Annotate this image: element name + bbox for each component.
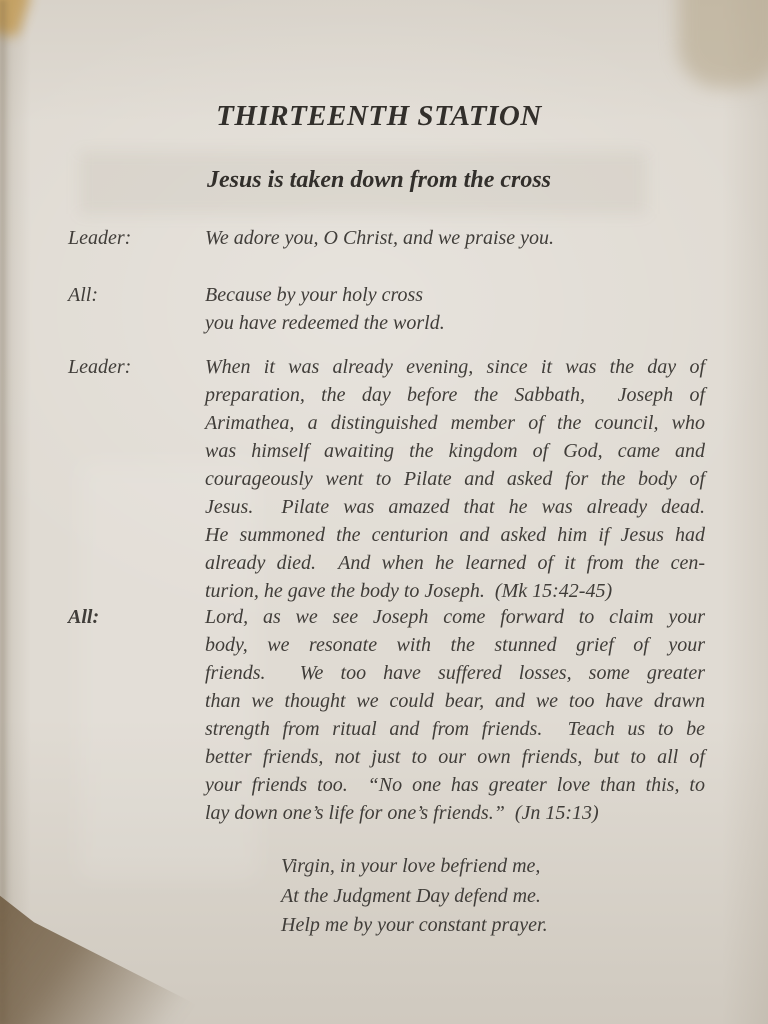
reading-line-citation: turion, he gave the body to Joseph. (Mk 15:42-45) bbox=[205, 580, 613, 602]
dialogue-text bbox=[205, 281, 705, 337]
prayer-line: better friends, not just to our own friends, but to all of bbox=[205, 746, 705, 768]
finger-sliver-top-left bbox=[0, 0, 33, 39]
background-shadow-top-right bbox=[678, 0, 768, 88]
dialogue-row-adore bbox=[68, 224, 705, 252]
prayer-line-citation: lay down one’s life for one’s friends.” (Jn 15:13) bbox=[205, 802, 599, 824]
prayer-line: friends. We too have suffered losses, some greater bbox=[205, 662, 705, 684]
dialogue-row-reading bbox=[68, 353, 705, 605]
station-title: THIRTEENTH STATION bbox=[216, 100, 542, 132]
reading-line: preparation, the day before the Sabbath, Joseph of bbox=[205, 384, 705, 406]
closing-verse bbox=[281, 852, 548, 941]
dialogue-row-response bbox=[68, 281, 705, 337]
prayer-line: Lord, as we see Joseph come forward to claim your bbox=[205, 606, 705, 628]
reading-paragraph bbox=[205, 353, 705, 605]
reading-line: already died. And when he learned of it from the cen- bbox=[205, 552, 705, 574]
prayer-line: than we thought we could bear, and we too have drawn bbox=[205, 690, 705, 712]
verse-line: Virgin, in your love befriend me, bbox=[281, 855, 541, 877]
station-subtitle: Jesus is taken down from the cross bbox=[206, 167, 552, 193]
prayer-line: strength from ritual and from friends. Teach us to be bbox=[205, 718, 705, 740]
finger-shadow-bottom-left bbox=[0, 834, 280, 1024]
reading-line: Arimathea, a distinguished member of the council, who bbox=[205, 412, 705, 434]
page-edge-shadow bbox=[0, 0, 10, 1024]
dialogue-row-prayer bbox=[68, 603, 705, 827]
reading-line: courageously went to Pilate and asked for the body of bbox=[205, 468, 705, 490]
speaker-label-leader: Leader: bbox=[68, 227, 132, 249]
prayer-paragraph bbox=[205, 603, 705, 827]
reading-line: was himself awaiting the kingdom of God, came and bbox=[205, 440, 705, 462]
reading-line: When it was already evening, since it was the day of bbox=[205, 356, 705, 378]
reading-line: He summoned the centurion and asked him if Jesus had bbox=[205, 524, 705, 546]
verse-line: Help me by your constant prayer. bbox=[281, 914, 548, 936]
dialogue-text: We adore you, O Christ, and we praise you. bbox=[205, 227, 555, 249]
speaker-label-leader: Leader: bbox=[68, 356, 132, 378]
reading-line: Jesus. Pilate was amazed that he was already dead. bbox=[205, 496, 705, 518]
speaker-label-all: All: bbox=[68, 284, 98, 306]
response-line: you have redeemed the world. bbox=[205, 312, 445, 334]
verse-line: At the Judgment Day defend me. bbox=[281, 884, 541, 907]
prayer-line: body, we resonate with the stunned grief of your bbox=[205, 634, 705, 656]
response-line: Because by your holy cross bbox=[205, 284, 424, 306]
prayer-line: your friends too. “No one has greater love than this, to bbox=[205, 774, 705, 796]
speaker-label-all-bold: All: bbox=[68, 606, 100, 628]
